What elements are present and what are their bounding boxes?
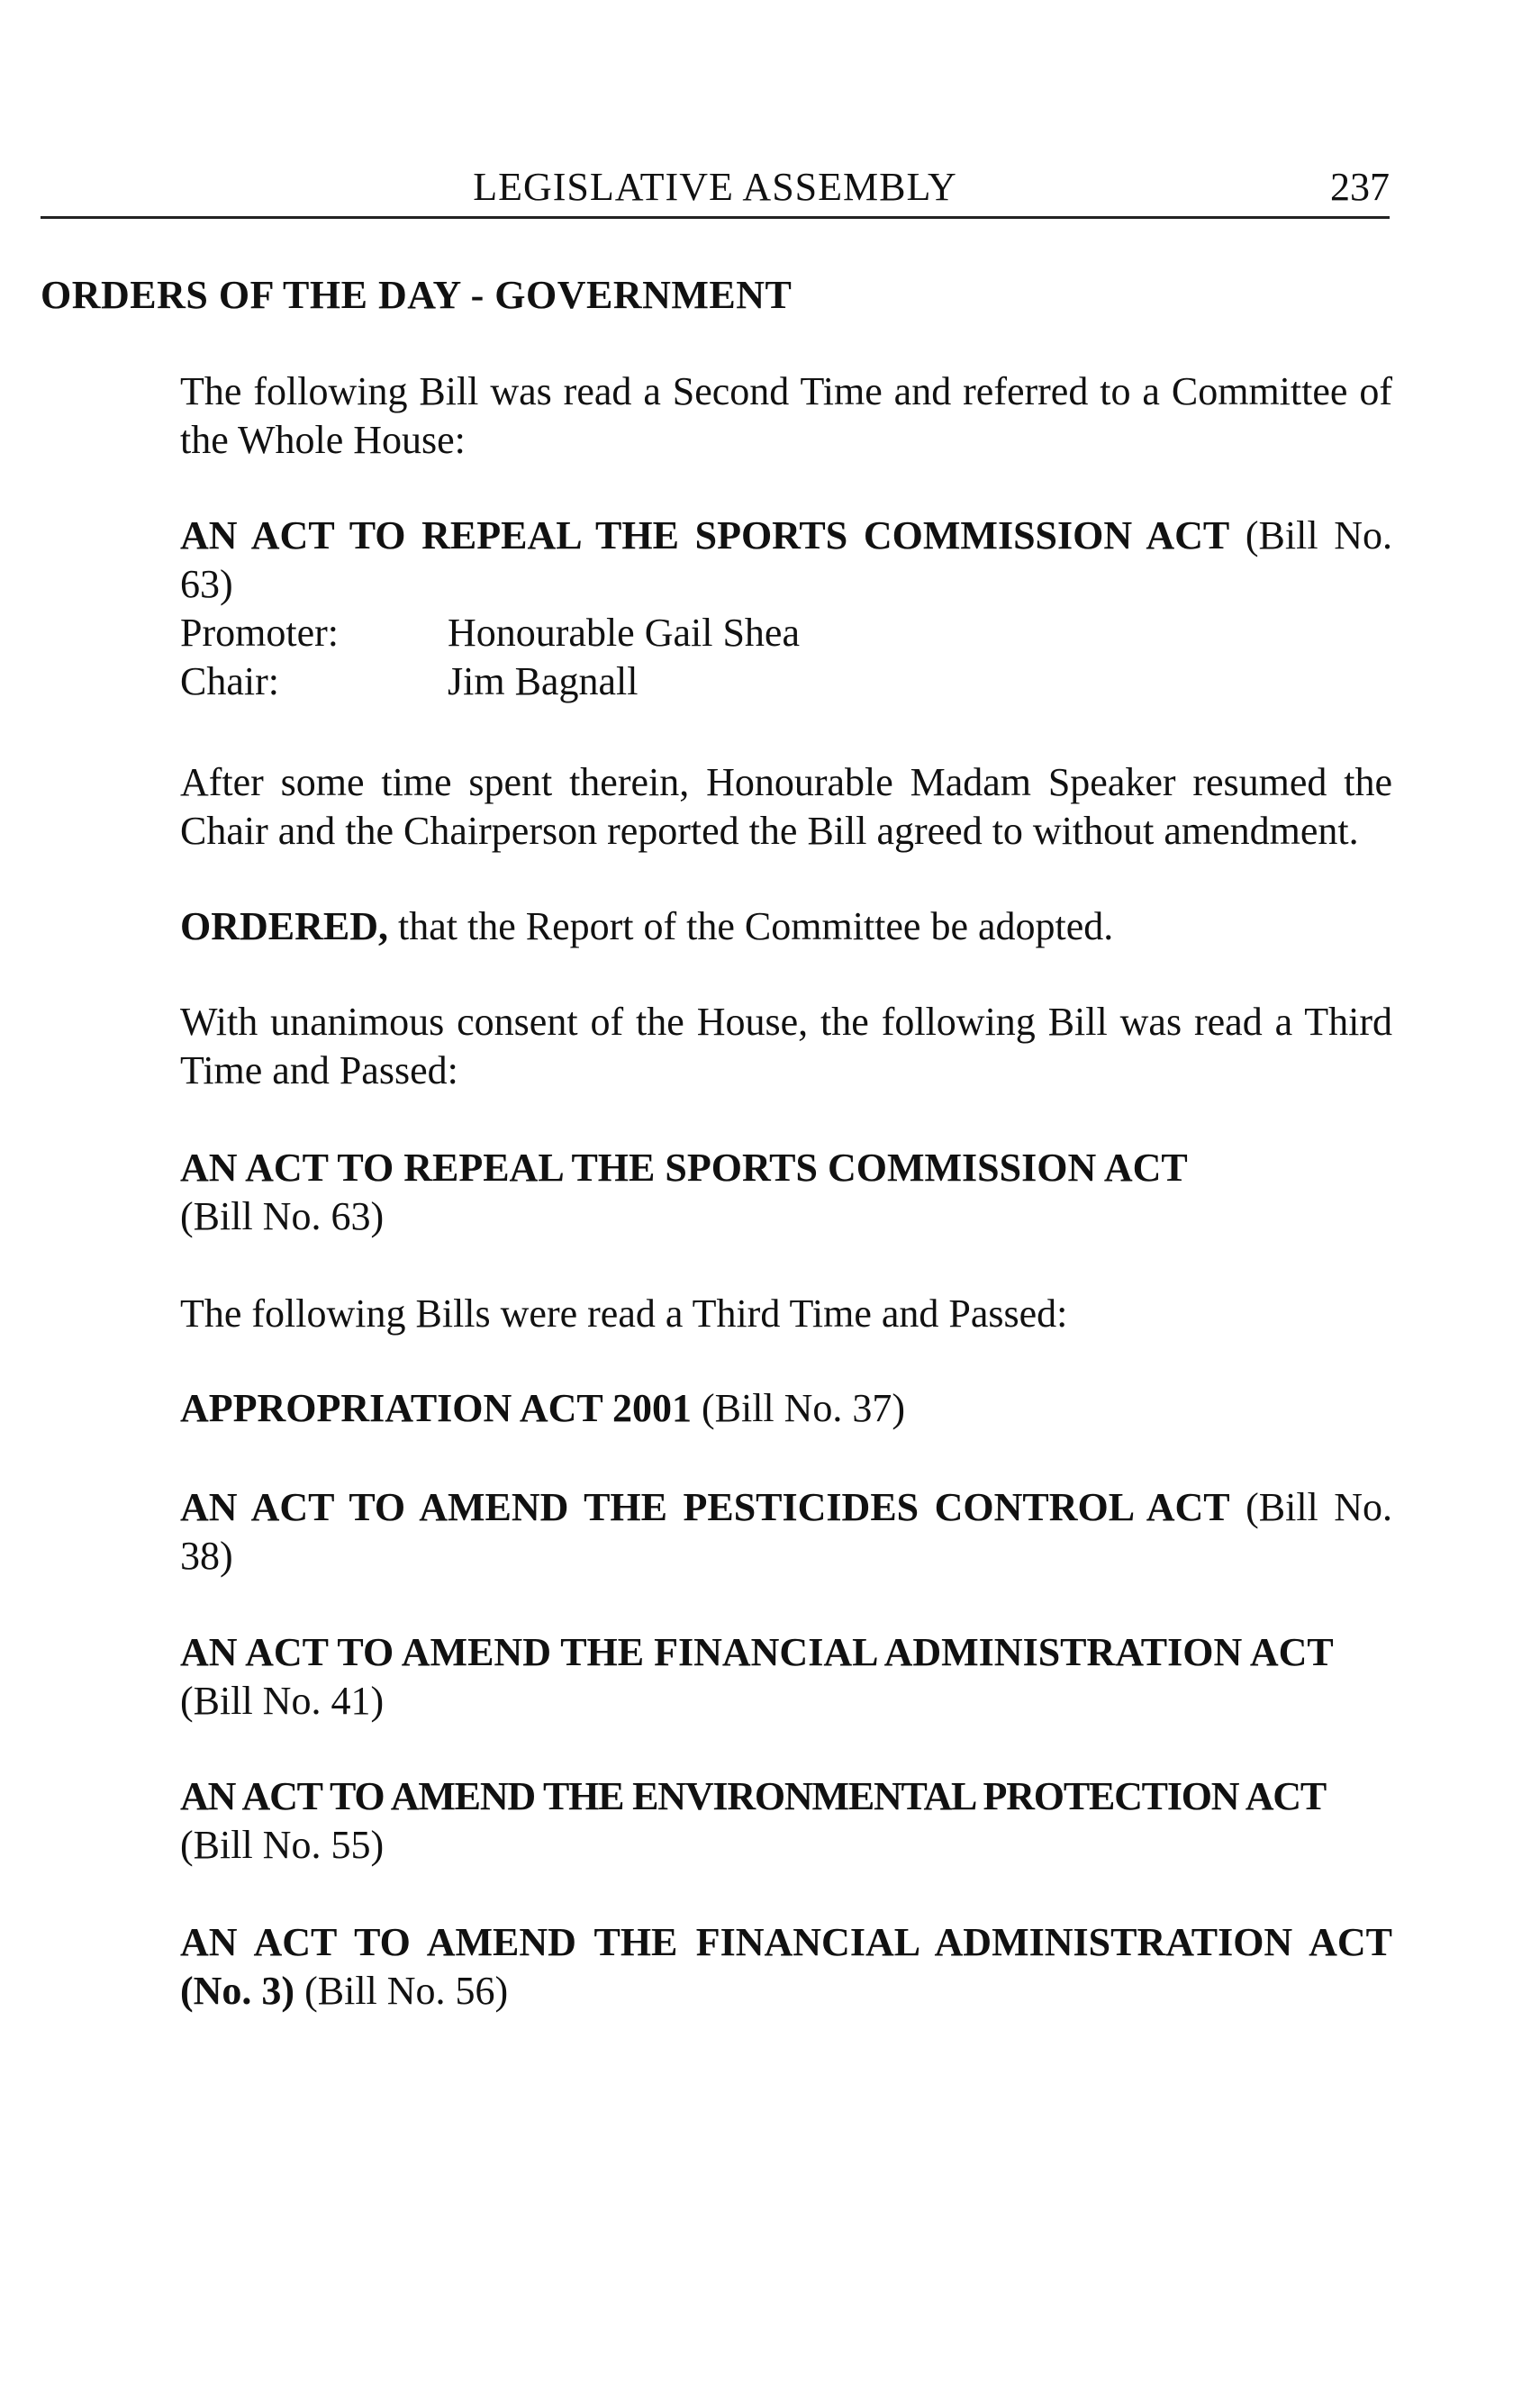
ordered-paragraph [180, 902, 1392, 951]
header-title: LEGISLATIVE ASSEMBLY [473, 165, 957, 209]
bill-number: (Bill No. 41) [180, 1679, 385, 1723]
bill-number-close: 63) [180, 562, 233, 606]
chair-value: Jim Bagnall [448, 659, 639, 703]
ordered-label: ORDERED, [180, 904, 389, 948]
promoter-row [180, 609, 1392, 657]
bill-title: AN ACT TO AMEND THE FINANCIAL ADMINISTRATION ACT (No. 3) [180, 1920, 1392, 2013]
bill-title: AN ACT TO REPEAL THE SPORTS COMMISSION ACT [180, 1146, 1188, 1190]
bill-title: AN ACT TO REPEAL THE SPORTS COMMISSION ACT [180, 513, 1230, 557]
bill-number-open: (Bill No. [1246, 1485, 1393, 1529]
bill-entry [180, 512, 1392, 706]
paragraph-committee-report: After some time spent therein, Honourable Madam Speaker resumed the Chair and the Chairperson reported the Bill agreed to without amendment. [180, 760, 1392, 853]
promoter-label: Promoter: [180, 611, 339, 655]
bill-number: (Bill No. 37) [701, 1386, 906, 1430]
bill-number-open: (Bill No. [1245, 513, 1393, 557]
section-title: ORDERS OF THE DAY - GOVERNMENT [41, 273, 793, 317]
bill-entry [180, 1628, 1392, 1726]
page-number: 237 [1330, 165, 1390, 209]
promoter-value: Honourable Gail Shea [448, 611, 800, 655]
bill-entry [180, 1772, 1392, 1870]
bill-entry [180, 1144, 1392, 1241]
paragraph-second-reading: The following Bill was read a Second Time and referred to a Committee of the Whole House: [180, 369, 1392, 462]
bill-title: APPROPRIATION ACT 2001 [180, 1386, 692, 1430]
chair-label: Chair: [180, 659, 279, 703]
bill-number: (Bill No. 63) [180, 1194, 385, 1238]
bill-entry [180, 1483, 1392, 1581]
paragraph-third-reading-consent: With unanimous consent of the House, the following Bill was read a Third Time and Passed: [180, 1000, 1392, 1092]
bill-title: AN ACT TO AMEND THE PESTICIDES CONTROL ACT [180, 1485, 1230, 1529]
bill-title: AN ACT TO AMEND THE ENVIRONMENTAL PROTECTION ACT [180, 1774, 1327, 1818]
ordered-text: that the Report of the Committee be adopted. [398, 904, 1114, 948]
bill-entry [180, 1918, 1392, 2016]
bill-entry [180, 1384, 1392, 1433]
bill-number: (Bill No. 55) [180, 1823, 385, 1867]
bill-title-line [180, 1483, 1392, 1532]
bill-title: AN ACT TO AMEND THE FINANCIAL ADMINISTRATION ACT [180, 1630, 1334, 1674]
bill-number-close: 38) [180, 1534, 233, 1578]
bill-title-line [180, 512, 1392, 560]
bill-number: (Bill No. 56) [304, 1969, 509, 2013]
paragraph-third-reading: The following Bills were read a Third Time and Passed: [180, 1291, 1068, 1336]
chair-row [180, 657, 1392, 706]
page-header [41, 162, 1390, 219]
